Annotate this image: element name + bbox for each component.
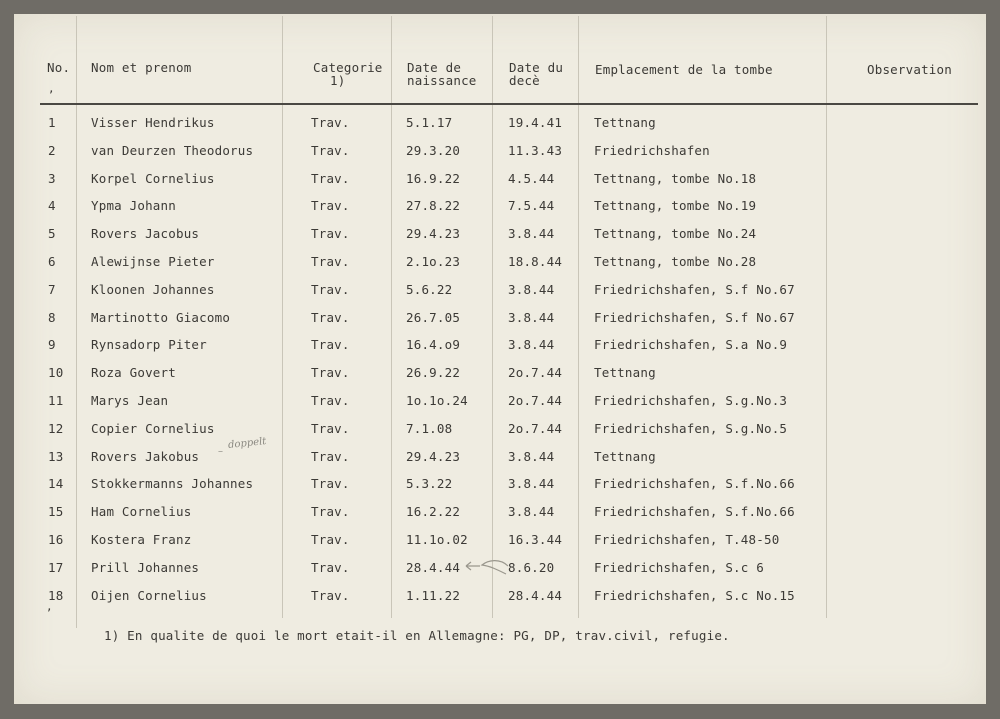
header-no: No.: [47, 60, 71, 75]
row-category: Trav.: [311, 532, 350, 547]
row-name: Kloonen Johannes: [91, 281, 215, 297]
row-birth-date: 29.4.23: [406, 448, 461, 464]
row-grave-location: Tettnang, tombe No.24: [594, 226, 757, 242]
header-observation: Observation: [867, 62, 952, 77]
row-grave-location: Tettnang, tombe No.19: [594, 198, 757, 214]
row-birth-date: 29.4.23: [406, 226, 461, 242]
row-birth-date: 1o.1o.24: [406, 393, 468, 408]
row-number: 8: [48, 309, 56, 325]
row-grave-location: Tettnang, tombe No.28: [594, 254, 757, 269]
row-name: Korpel Cornelius: [91, 170, 215, 186]
row-category: Trav.: [311, 393, 350, 408]
row-name: Kostera Franz: [91, 532, 192, 547]
row-death-date: 3.8.44: [508, 226, 555, 242]
row-birth-date: 5.1.17: [406, 115, 453, 130]
row-name: Roza Govert: [91, 365, 176, 381]
row-number: 6: [48, 254, 56, 269]
row-grave-location: Tettnang: [594, 115, 656, 130]
header-death-date: Date du: [509, 60, 564, 75]
header-birth-date-line2: naissance: [407, 73, 477, 88]
pencil-arrow-icon: [462, 556, 510, 578]
row-death-date: 3.8.44: [508, 281, 555, 297]
row-birth-date: 7.1.08: [406, 420, 453, 436]
row-category: Trav.: [311, 142, 350, 158]
row-death-date: 18.8.44: [508, 254, 563, 269]
row-number: 2: [48, 142, 56, 158]
row-number: 11: [48, 393, 64, 408]
row-category: Trav.: [311, 309, 350, 325]
column-divider: [391, 16, 392, 618]
row-death-date: 16.3.44: [508, 532, 563, 547]
row-birth-date: 29.3.20: [406, 142, 461, 158]
handwritten-note: doppelt: [227, 436, 267, 451]
footnote: 1) En qualite de quoi le mort etait-il en Allemagne: PG, DP, trav.civil, refugie.: [104, 628, 730, 643]
row-grave-location: Tettnang: [594, 365, 656, 381]
row-category: Trav.: [311, 226, 350, 242]
row-death-date: 3.8.44: [508, 309, 555, 325]
row-grave-location: Friedrichshafen: [594, 142, 710, 158]
column-divider: [578, 16, 579, 618]
row-number: 17: [48, 559, 64, 575]
row-grave-location: Friedrichshafen, T.48-50: [594, 532, 780, 547]
row-grave-location: Friedrichshafen, S.f No.67: [594, 281, 795, 297]
row-category: Trav.: [311, 476, 350, 492]
column-divider: [826, 16, 827, 618]
row-number: 4: [48, 198, 56, 214]
row-name: van Deurzen Theodorus: [91, 142, 254, 158]
row-birth-date: 2.1o.23: [406, 254, 461, 269]
row-birth-date: 1.11.22: [406, 587, 461, 603]
row-category: Trav.: [311, 365, 350, 381]
row-birth-date: 28.4.44: [406, 559, 461, 575]
row-number: 16: [48, 532, 64, 547]
row-death-date: 3.8.44: [508, 337, 555, 353]
row-category: Trav.: [311, 587, 350, 603]
row-category: Trav.: [311, 420, 350, 436]
row-name: Ham Cornelius: [91, 504, 192, 520]
row-grave-location: Friedrichshafen, S.a No.9: [594, 337, 788, 353]
row-name: Rynsadorp Piter: [91, 337, 207, 353]
row-number: 15: [48, 504, 64, 520]
row-birth-date: 16.2.22: [406, 504, 461, 520]
row-number: 7: [48, 281, 56, 297]
header-category: Categorie: [313, 60, 383, 75]
row-number: 5: [48, 226, 56, 242]
row-death-date: 19.4.41: [508, 115, 563, 130]
row-category: Trav.: [311, 281, 350, 297]
row-death-date: 2o.7.44: [508, 420, 563, 436]
row-death-date: 11.3.43: [508, 142, 563, 158]
row-name: Alewijnse Pieter: [91, 254, 215, 269]
row-category: Trav.: [311, 170, 350, 186]
column-divider: [282, 16, 283, 618]
row-name: Copier Cornelius: [91, 420, 215, 436]
row-death-date: 28.4.44: [508, 587, 563, 603]
row-birth-date: 5.6.22: [406, 281, 453, 297]
row-name: Marys Jean: [91, 393, 169, 408]
header-death-date-line2: decè: [509, 73, 540, 88]
row-name: Rovers Jacobus: [91, 226, 200, 242]
row-name: Rovers Jakobus: [91, 448, 200, 464]
row-grave-location: Friedrichshafen, S.g.No.5: [594, 420, 788, 436]
row-number: 14: [48, 476, 64, 492]
row-grave-location: Friedrichshafen, S.c No.15: [594, 587, 795, 603]
row-number: 18: [48, 587, 64, 603]
row-death-date: 4.5.44: [508, 170, 555, 186]
row-name: Ypma Johann: [91, 198, 176, 214]
row-name: Stokkermanns Johannes: [91, 476, 254, 492]
column-divider: [492, 16, 493, 618]
header-category-footnote: 1): [330, 73, 346, 88]
header-birth-date: Date de: [407, 60, 462, 75]
row-number: 9: [48, 337, 56, 353]
row-death-date: 2o.7.44: [508, 365, 563, 381]
row-grave-location: Friedrichshafen, S.f.No.66: [594, 504, 795, 520]
row-category: Trav.: [311, 337, 350, 353]
row-birth-date: 16.9.22: [406, 170, 461, 186]
row-birth-date: 11.1o.02: [406, 532, 468, 547]
header-grave-location: Emplacement de la tombe: [595, 62, 773, 77]
header-name: Nom et prenom: [91, 60, 192, 75]
row-category: Trav.: [311, 504, 350, 520]
row-name: Prill Johannes: [91, 559, 200, 575]
row-birth-date: 16.4.o9: [406, 337, 461, 353]
row-category: Trav.: [311, 198, 350, 214]
header-rule: [40, 103, 978, 105]
row-category: Trav.: [311, 448, 350, 464]
row-death-date: 3.8.44: [508, 448, 555, 464]
row-number: 13: [48, 448, 64, 464]
row-category: Trav.: [311, 254, 350, 269]
row-grave-location: Tettnang, tombe No.18: [594, 170, 757, 186]
row-grave-location: Friedrichshafen, S.f No.67: [594, 309, 795, 325]
row-death-date: 8.6.20: [508, 559, 555, 575]
row-name: Oijen Cornelius: [91, 587, 207, 603]
pencil-tick-mark: ,: [48, 82, 55, 95]
row-birth-date: 26.9.22: [406, 365, 461, 381]
pencil-tick-mark: ,: [46, 600, 53, 613]
row-name: Martinotto Giacomo: [91, 309, 231, 325]
row-death-date: 2o.7.44: [508, 393, 563, 408]
row-number: 1: [48, 115, 56, 130]
row-category: Trav.: [311, 115, 350, 130]
row-number: 3: [48, 170, 56, 186]
row-death-date: 7.5.44: [508, 198, 555, 214]
handwritten-dash: –: [218, 446, 223, 457]
row-grave-location: Friedrichshafen, S.c 6: [594, 559, 764, 575]
row-category: Trav.: [311, 559, 350, 575]
row-grave-location: Friedrichshafen, S.g.No.3: [594, 393, 788, 408]
column-divider: [76, 16, 77, 628]
row-grave-location: Tettnang: [594, 448, 656, 464]
row-name: Visser Hendrikus: [91, 115, 215, 130]
row-number: 12: [48, 420, 64, 436]
row-birth-date: 5.3.22: [406, 476, 453, 492]
row-number: 10: [48, 365, 64, 381]
row-death-date: 3.8.44: [508, 504, 555, 520]
row-birth-date: 27.8.22: [406, 198, 461, 214]
row-birth-date: 26.7.05: [406, 309, 461, 325]
row-death-date: 3.8.44: [508, 476, 555, 492]
row-grave-location: Friedrichshafen, S.f.No.66: [594, 476, 795, 492]
